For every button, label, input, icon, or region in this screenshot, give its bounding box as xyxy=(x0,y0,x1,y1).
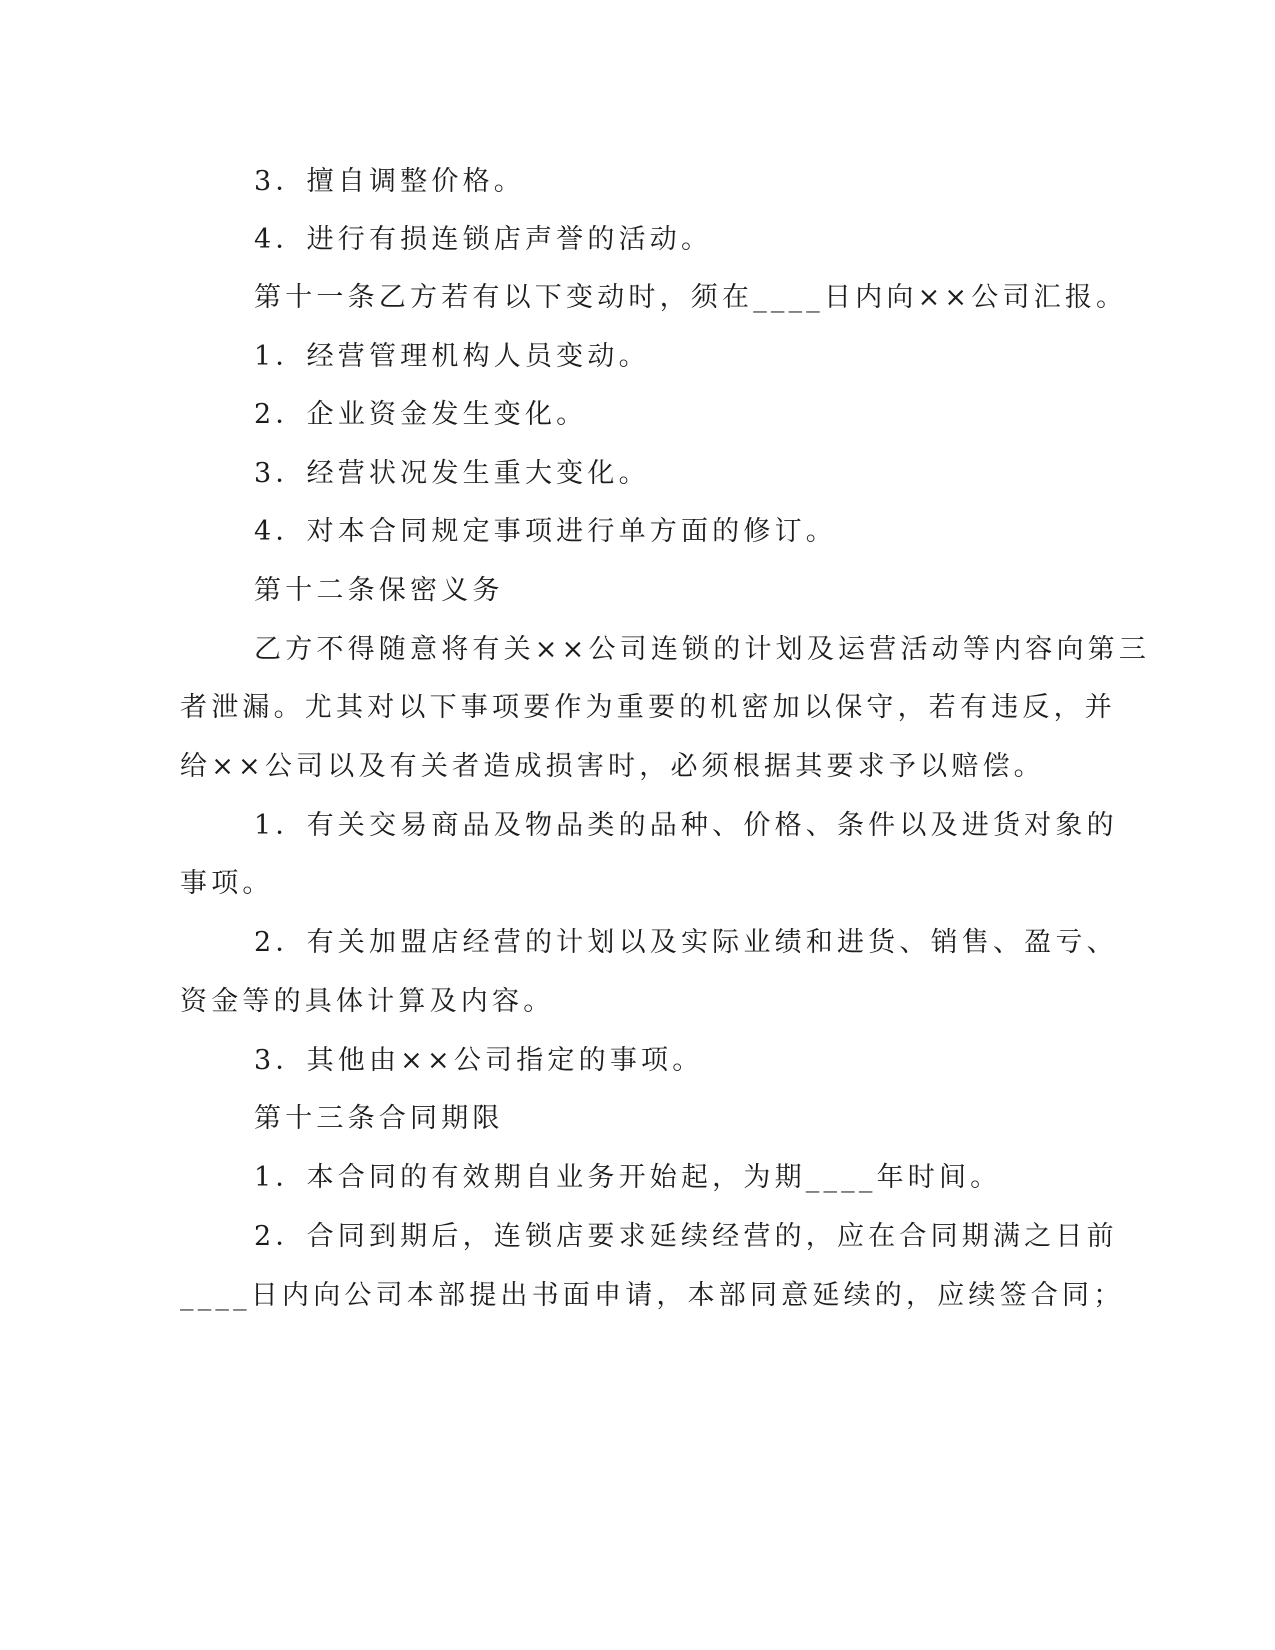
list-item-2-funds-change: 2．企业资金发生变化。 xyxy=(254,399,588,430)
list-item-3-operations-change: 3．经营状况发生重大变化。 xyxy=(254,458,650,489)
confidentiality-paragraph-line-1: 乙方不得随意将有关××公司连锁的计划及运营活动等内容向第三 xyxy=(254,634,1151,665)
list-item-1-goods-line-1: 1．有关交易商品及物品类的品种、价格、条件以及进货对象的 xyxy=(254,810,1118,841)
list-item-2-plans-line-1: 2．有关加盟店经营的计划以及实际业绩和进货、销售、盈亏、 xyxy=(254,927,1118,958)
list-item-1-staff-change: 1．经营管理机构人员变动。 xyxy=(254,341,650,372)
list-item-1-goods-line-2: 事项。 xyxy=(180,868,274,899)
list-item-1-term: 1．本合同的有效期自业务开始起，为期____年时间。 xyxy=(254,1162,1002,1193)
article-13-heading: 第十三条合同期限 xyxy=(254,1103,504,1134)
article-12-heading: 第十二条保密义务 xyxy=(254,575,504,606)
article-11-heading: 第十一条乙方若有以下变动时，须在____日内向××公司汇报。 xyxy=(254,282,1128,313)
list-item-2-renewal-line-1: 2．合同到期后，连锁店要求延续经营的，应在合同期满之日前 xyxy=(254,1221,1118,1252)
confidentiality-paragraph-line-3: 给××公司以及有关者造成损害时，必须根据其要求予以赔偿。 xyxy=(180,751,1045,782)
list-item-2-plans-line-2: 资金等的具体计算及内容。 xyxy=(180,986,555,1017)
list-item-4-reputation: 4．进行有损连锁店声誉的活动。 xyxy=(254,224,713,255)
list-item-4-unilateral-revision: 4．对本合同规定事项进行单方面的修订。 xyxy=(254,516,837,547)
list-item-3-price: 3．擅自调整价格。 xyxy=(254,166,525,197)
list-item-2-renewal-line-2: ____日内向公司本部提出书面申请，本部同意延续的，应续签合同； xyxy=(180,1280,1125,1311)
confidentiality-paragraph-line-2: 者泄漏。尤其对以下事项要作为重要的机密加以保守，若有违反，并 xyxy=(180,692,1116,723)
list-item-3-other-matters: 3．其他由××公司指定的事项。 xyxy=(254,1045,704,1076)
